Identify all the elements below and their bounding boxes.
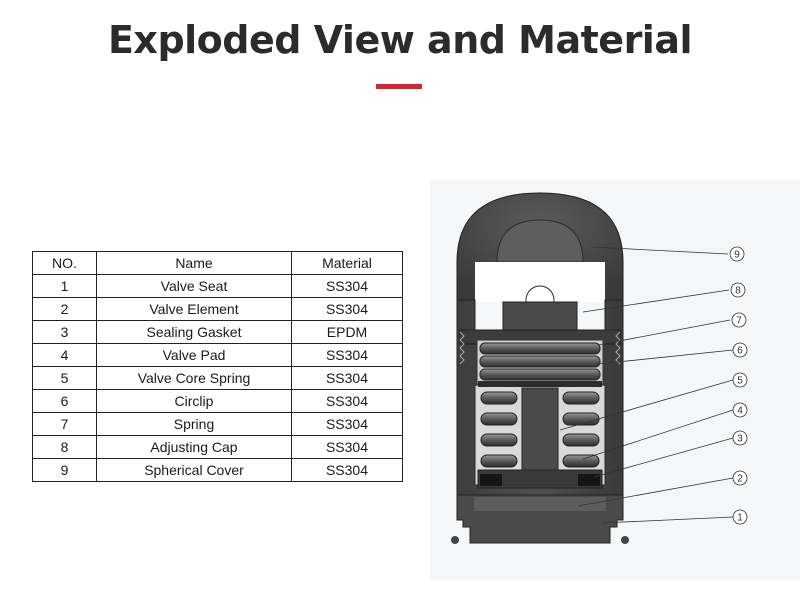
cell-name: Valve Pad xyxy=(97,344,292,367)
circlip xyxy=(478,381,602,387)
cell-no: 9 xyxy=(33,459,97,482)
callout-4 xyxy=(733,403,747,417)
spherical-cover xyxy=(457,193,623,314)
column-header-name: Name xyxy=(97,252,292,275)
cell-no: 8 xyxy=(33,436,97,459)
svg-text:1: 1 xyxy=(737,512,743,524)
cell-material: SS304 xyxy=(292,436,403,459)
cell-material: SS304 xyxy=(292,275,403,298)
svg-text:8: 8 xyxy=(735,285,741,297)
cell-material: SS304 xyxy=(292,413,403,436)
svg-text:4: 4 xyxy=(737,405,743,417)
cell-material: SS304 xyxy=(292,367,403,390)
cell-no: 1 xyxy=(33,275,97,298)
cell-material: EPDM xyxy=(292,321,403,344)
callout-9 xyxy=(730,247,744,261)
cell-material: SS304 xyxy=(292,298,403,321)
callout-5 xyxy=(733,373,747,387)
svg-text:9: 9 xyxy=(734,249,740,261)
page-title: Exploded View and Material xyxy=(107,18,693,62)
callout-2 xyxy=(733,471,747,485)
svg-text:3: 3 xyxy=(737,433,743,445)
cell-no: 3 xyxy=(33,321,97,344)
cell-no: 6 xyxy=(33,390,97,413)
cell-name: Valve Core Spring xyxy=(97,367,292,390)
svg-text:6: 6 xyxy=(737,345,743,357)
cell-name: Adjusting Cap xyxy=(97,436,292,459)
cell-material: SS304 xyxy=(292,459,403,482)
cell-no: 7 xyxy=(33,413,97,436)
callout-1 xyxy=(733,510,747,524)
callout-3 xyxy=(733,431,747,445)
cell-name: Spherical Cover xyxy=(97,459,292,482)
cell-name: Circlip xyxy=(97,390,292,413)
svg-text:5: 5 xyxy=(737,375,743,387)
cell-no: 2 xyxy=(33,298,97,321)
cell-name: Sealing Gasket xyxy=(97,321,292,344)
column-header-material: Material xyxy=(292,252,403,275)
cell-name: Spring xyxy=(97,413,292,436)
cell-material: SS304 xyxy=(292,390,403,413)
callout-7 xyxy=(732,313,746,327)
cell-name: Valve Seat xyxy=(97,275,292,298)
svg-text:7: 7 xyxy=(736,315,742,327)
column-header-no: NO. xyxy=(33,252,97,275)
callout-8 xyxy=(731,283,745,297)
svg-text:2: 2 xyxy=(737,473,743,485)
valve-seat xyxy=(451,495,629,544)
cell-material: SS304 xyxy=(292,344,403,367)
cell-no: 4 xyxy=(33,344,97,367)
cell-no: 5 xyxy=(33,367,97,390)
upper-spring xyxy=(477,340,603,384)
cell-name: Valve Element xyxy=(97,298,292,321)
callout-6 xyxy=(733,343,747,357)
